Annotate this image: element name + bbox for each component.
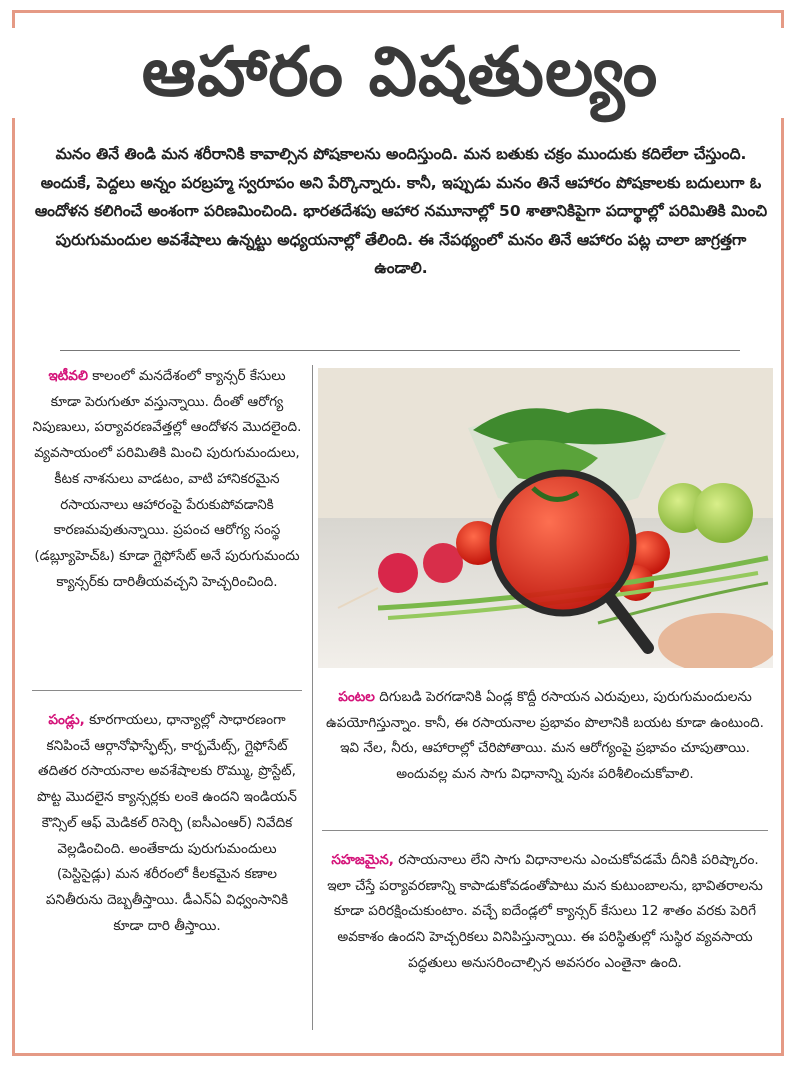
section-body: రసాయనాలు లేని సాగు విధానాలను ఎంచుకోవడమే దీనికి పరిష్కారం. ఇలా చేస్తే పర్యావరణాన్ని కాపాడుకోవడంతోపాటు మన కుటుంబాలను, భావితరాలను కూడా పరిరక్షించుకుంటాం. వచ్చే ఐదేండ్లలో క్యాన్సర్ కేసులు 12 శాతం వరకు పెరిగే అవకాశం ఉందని హెచ్చరికలు వినిపిస్తున్నాయి. ఈ పరిస్థితుల్లో సుస్థిర వ్యవసాయ పద్ధతులు అనుసరించాల్సిన అవసరం ఎంతైనా ఉంది. (327, 852, 763, 971)
section-natural-farming (322, 848, 768, 977)
divider-top (60, 350, 740, 351)
section-lead: పంటల (338, 689, 375, 705)
section-body: దిగుబడి పెరగడానికి ఏండ్ల కొద్దీ రసాయన ఎరువులు, పురుగుమందులను ఉపయోగిస్తున్నాం. కానీ, ఈ రసాయనాల ప్రభావం పొలానికి బయట కూడా ఉంటుంది. ఇవి నేల, నీరు, ఆహారాల్లో చేరిపోతాయి. మన ఆరోగ్యంపై ప్రభావం చూపుతాయి. అందువల్ల మన సాగు విధానాన్ని పునః పరిశీలించుకోవాలి. (326, 689, 764, 783)
section-body: కూరగాయలు, ధాన్యాల్లో సాధారణంగా కనిపించే ఆర్గానోఫాస్ఫేట్స్, కార్బమేట్స్, గ్లైఫోసేట్ తదితర రసాయనాల అవశేషాలకు రొమ్ము, ప్రొస్టేట్, పొట్ట మొదలైన క్యాన్సర్లకు లంకె ఉందని ఇండియన్ కౌన్సిల్ ఆఫ్ మెడికల్ రిసెర్చి (ఐసీఎంఆర్) నివేదిక వెల్లడించింది. అంతేకాదు పురుగుమందులు (పెస్టిసైడ్లు) మన శరీరంలో కీలకమైన కణాల పనితీరును దెబ్బతీస్తాయి. డీఎన్ఏ విధ్వంసానికి కూడా దారి తీస్తాయి. (37, 712, 297, 934)
intro-paragraph: మనం తినే తిండి మన శరీరానికి కావాల్సిన పోషకాలను అందిస్తుంది. మన బతుకు చక్రం ముందుకు కదిలేలా చేస్తుంది. అందుకే, పెద్దలు అన్నం పరబ్రహ్మ స్వరూపం అని పేర్కొన్నారు. కానీ, ఇప్పుడు మనం తినే ఆహారం పోషకాలకు బదులుగా ఓ ఆందోళన కలిగించే అంశంగా పరిణమించింది. భారతదేశపు ఆహార నమూనాల్లో 50 శాతానికిపైగా పదార్థాల్లో పరిమితికి మించి పురుగుమందుల అవశేషాలు ఉన్నట్టు అధ్యయనాల్లో తేలింది. ఈ నేపథ్యంలో మనం తినే ఆహారం పట్ల చాలా జాగ్రత్తగా ఉండాలి. (34, 145, 768, 277)
divider-right (322, 830, 768, 831)
section-lead: ఇటీవలి (48, 368, 88, 384)
column-divider (312, 365, 313, 1030)
section-fruits (32, 708, 302, 939)
section-body: కాలంలో మనదేశంలో క్యాన్సర్ కేసులు కూడా పెరుగుతూ వస్తున్నాయి. దీంతో ఆరోగ్య నిపుణులు, పర్యావరణవేత్తల్లో ఆందోళన మొదలైంది. వ్యవసాయంలో పరిమితికి మించి పురుగుమందులు, కీటక నాశనులు వాడటం, వాటి హానికరమైన రసాయనాలు ఆహారంపై పేరుకుపోవడానికి కారణమవుతున్నాయి. ప్రపంచ ఆరోగ్య సంస్థ (డబ్ల్యూహెచ్ఓ) కూడా గ్లైఫోసేట్ అనే పురుగుమందు క్యాన్సర్‌కు దారితీయవచ్చని హెచ్చరించింది. (32, 368, 302, 590)
section-lead: పండ్లు, (48, 712, 85, 728)
vegetables-magnifier-photo (318, 368, 773, 668)
section-crops (322, 685, 768, 788)
headline: ఆహారం విషతుల్యం (0, 28, 800, 118)
photo-illustration (318, 368, 773, 668)
section-recent-cancer (32, 364, 302, 595)
section-lead: సహజమైన, (331, 852, 394, 868)
divider-left (32, 690, 302, 691)
